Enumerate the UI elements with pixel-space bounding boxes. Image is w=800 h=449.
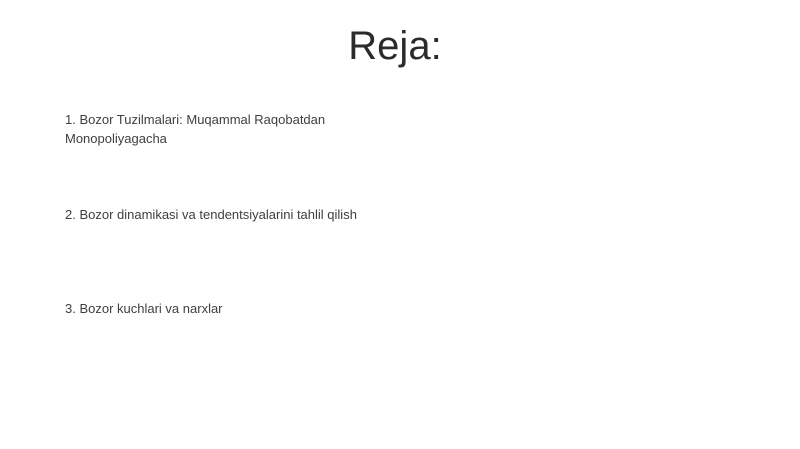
agenda-item-3: 3. Bozor kuchlari va narxlar — [65, 301, 223, 316]
agenda-item-2: 2. Bozor dinamikasi va tendentsiyalarini tahlil qilish — [65, 207, 357, 222]
slide-title: Reja: — [348, 24, 442, 68]
agenda-item-1: 1. Bozor Tuzilmalari: Muqammal Raqobatdan Monopoliyagacha — [65, 112, 326, 146]
